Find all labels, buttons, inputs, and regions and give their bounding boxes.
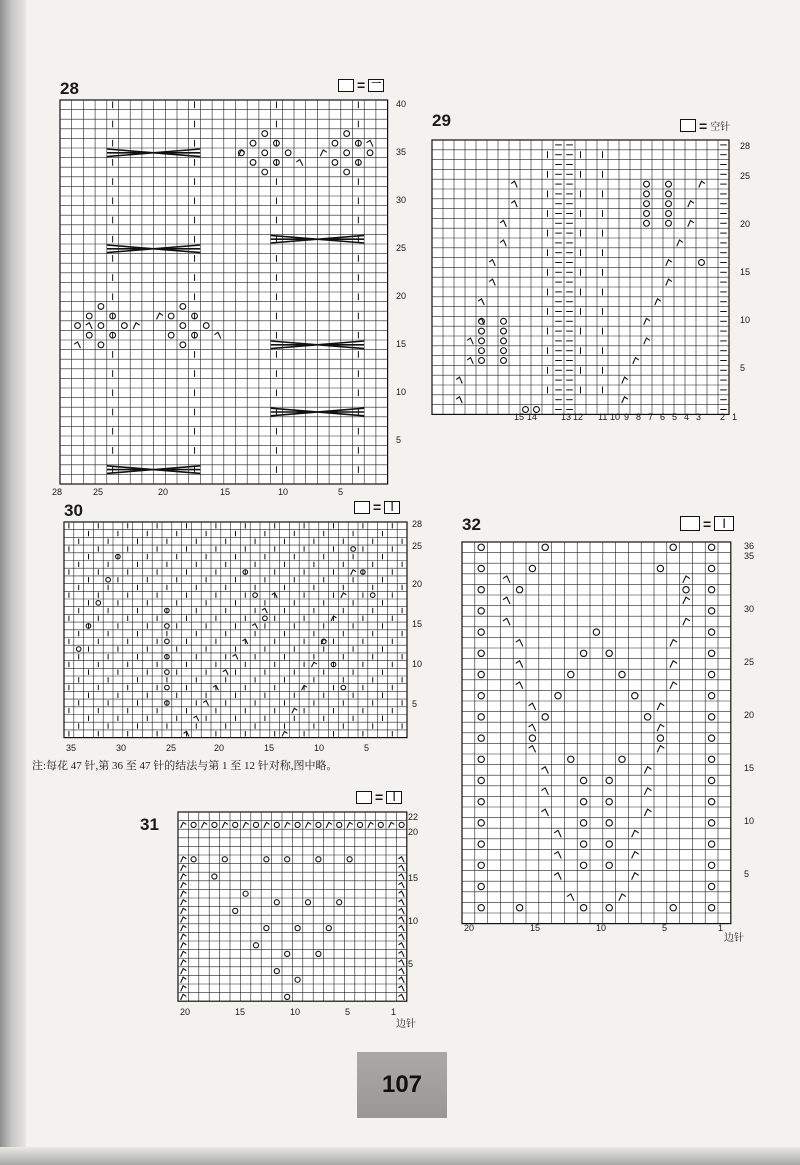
chart-32-lines: [462, 542, 731, 924]
chart-32-grid: [458, 510, 768, 955]
col-label-28: 28: [52, 487, 63, 497]
col-label-5: 5: [662, 923, 668, 933]
row-label-28: 28: [740, 141, 751, 151]
chart-28-legend: = 一: [338, 78, 384, 92]
col-label-3: 3: [696, 412, 702, 422]
page-number: 107: [381, 1071, 423, 1098]
col-label-9: 9: [624, 412, 630, 422]
col-label-10: 10: [314, 743, 325, 753]
chart-29-legend: = 空针: [680, 118, 730, 133]
row-label-35: 35: [396, 147, 407, 157]
chart-31: [140, 790, 440, 1040]
col-label-7: 7: [648, 412, 654, 422]
row-label-15: 15: [408, 873, 419, 883]
page-number-box: [357, 1052, 447, 1118]
col-label-25: 25: [93, 487, 104, 497]
row-label-20: 20: [740, 219, 751, 229]
col-label-12: 12: [573, 412, 584, 422]
row-label-10: 10: [412, 659, 423, 669]
row-label-22: 22: [408, 812, 419, 822]
col-label-14: 14: [527, 412, 538, 422]
col-label-10: 10: [596, 923, 607, 933]
chart-31-lines: [178, 812, 407, 1001]
edge-stitch-label: 边针: [724, 933, 744, 944]
chart-29-grid: [430, 112, 750, 432]
row-label-10: 10: [740, 315, 751, 325]
col-label-1: 1: [391, 1007, 397, 1017]
chart-32: [458, 510, 768, 955]
col-label-15: 15: [235, 1007, 246, 1017]
chart-28-title: 28: [60, 79, 79, 98]
legend-empty-stitch-label: 空针: [710, 122, 731, 133]
row-label-25: 25: [412, 541, 423, 551]
col-label-4: 4: [684, 412, 690, 422]
col-label-5: 5: [338, 487, 344, 497]
legend-symbol-box: |: [714, 516, 734, 531]
row-label-10: 10: [744, 816, 755, 826]
row-label-15: 15: [744, 763, 755, 773]
row-label-20: 20: [408, 827, 419, 837]
row-label-10: 10: [408, 916, 419, 926]
col-label-11: 11: [598, 412, 608, 422]
chart-28: [52, 77, 408, 500]
chart-32-legend: = |: [680, 516, 734, 531]
book-binding-shadow: [0, 0, 26, 1165]
row-label-5: 5: [412, 699, 418, 709]
col-label-2: 2: [720, 412, 726, 422]
row-label-28: 28: [412, 519, 423, 529]
row-label-5: 5: [744, 869, 750, 879]
row-label-20: 20: [412, 579, 423, 589]
row-label-5: 5: [396, 435, 402, 445]
row-label-5: 5: [408, 959, 414, 969]
row-label-40: 40: [396, 99, 407, 109]
col-label-20: 20: [180, 1007, 191, 1017]
col-label-30: 30: [116, 743, 127, 753]
chart-30-grid: [62, 498, 432, 758]
chart-31-grid: [140, 790, 440, 1040]
col-label-5: 5: [345, 1007, 351, 1017]
col-label-20: 20: [214, 743, 225, 753]
col-label-1: 1: [732, 412, 738, 422]
chart-28-lines: [60, 100, 388, 484]
row-label-10: 10: [396, 387, 407, 397]
col-label-5: 5: [672, 412, 678, 422]
row-label-15: 15: [396, 339, 407, 349]
col-label-1: 1: [718, 923, 724, 933]
legend-symbol-box: |: [384, 501, 400, 514]
chart-30-legend: = |: [354, 500, 400, 514]
col-label-10: 10: [290, 1007, 301, 1017]
chart-30-note: 注:每花 47 针,第 36 至 47 针的结法与第 1 至 12 针对称,图中略。: [32, 760, 338, 772]
chart-32-title: 32: [462, 515, 481, 534]
chart-30-title: 30: [64, 501, 83, 520]
row-label-35: 35: [744, 551, 755, 561]
row-label-20: 20: [744, 710, 755, 720]
col-label-6: 6: [660, 412, 666, 422]
col-label-5: 5: [364, 743, 370, 753]
chart-28-grid: [58, 80, 408, 500]
row-label-15: 15: [740, 267, 751, 277]
row-label-15: 15: [412, 619, 423, 629]
chart-29-title: 29: [432, 111, 451, 130]
col-label-15: 15: [220, 487, 231, 497]
chart-29: [430, 112, 750, 432]
row-label-25: 25: [396, 243, 407, 253]
chart-31-legend: = |: [356, 790, 402, 804]
row-label-25: 25: [744, 657, 755, 667]
row-label-30: 30: [396, 195, 407, 205]
col-label-15: 15: [514, 412, 525, 422]
col-label-15: 15: [530, 923, 541, 933]
row-label-20: 20: [396, 291, 407, 301]
col-label-20: 20: [464, 923, 475, 933]
col-label-10: 10: [610, 412, 621, 422]
col-label-20: 20: [158, 487, 169, 497]
page-bottom-shadow: [0, 1147, 800, 1165]
row-label-30: 30: [744, 604, 755, 614]
row-label-5: 5: [740, 363, 746, 373]
col-label-35: 35: [66, 743, 77, 753]
chart-31-title: 31: [140, 815, 159, 834]
chart-30: [62, 498, 432, 758]
col-label-13: 13: [561, 412, 572, 422]
col-label-10: 10: [278, 487, 289, 497]
edge-stitch-label: 边针: [396, 1019, 416, 1030]
row-label-36: 36: [744, 541, 755, 551]
col-label-15: 15: [264, 743, 275, 753]
col-label-8: 8: [636, 412, 642, 422]
col-label-25: 25: [166, 743, 177, 753]
row-label-25: 25: [740, 171, 751, 181]
legend-symbol-box: |: [386, 791, 402, 804]
legend-symbol-box: 一: [368, 79, 384, 92]
